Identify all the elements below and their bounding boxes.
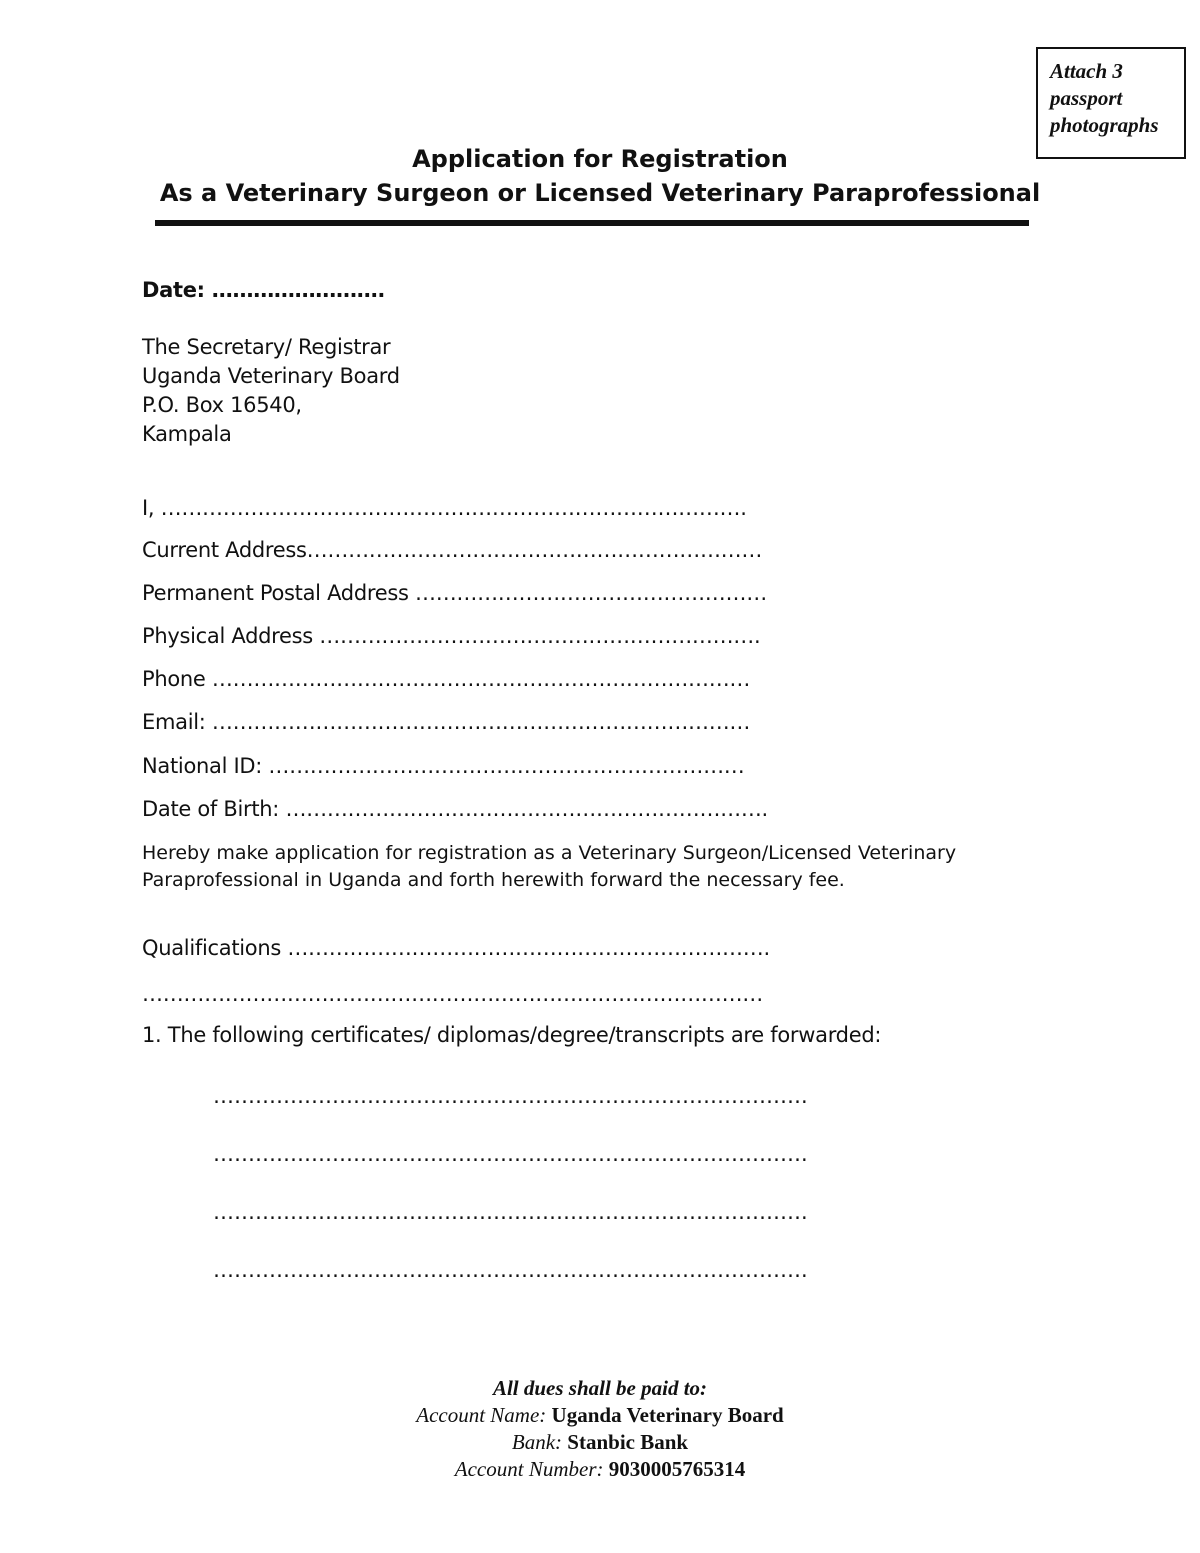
account-name-label: Account Name:: [416, 1403, 547, 1427]
date-field[interactable]: Date: …………………….: [142, 278, 386, 302]
permanent-address-field[interactable]: Permanent Postal Address ……………………………………………: [142, 581, 767, 605]
qualifications-field-continued[interactable]: ………………………………………………………………………………: [142, 982, 764, 1006]
national-id-field[interactable]: National ID: ……………………………………………………………: [142, 754, 745, 778]
title-divider: [155, 220, 1029, 226]
recipient-line: P.O. Box 16540,: [142, 393, 302, 417]
account-name-line: [0, 1403, 1200, 1428]
bank-line: [0, 1430, 1200, 1455]
certificates-heading: 1. The following certificates/ diplomas/degree/transcripts are forwarded:: [142, 1023, 882, 1047]
bank-value: Stanbic Bank: [567, 1430, 689, 1454]
passport-photo-box: [1036, 47, 1186, 159]
recipient-line: Kampala: [142, 422, 232, 446]
payment-heading: All dues shall be paid to:: [492, 1376, 708, 1400]
recipient-line: The Secretary/ Registrar: [142, 335, 391, 359]
photo-note-line: Attach 3: [1050, 59, 1123, 83]
phone-field[interactable]: Phone ……………………………………………………………………: [142, 667, 751, 691]
current-address-field[interactable]: Current Address…………………………………………………………: [142, 538, 763, 562]
account-number-value: 9030005765314: [608, 1457, 746, 1481]
name-field[interactable]: I, ………………………………………………………………………….: [142, 496, 747, 520]
declaration-text: Hereby make application for registration as a Veterinary Surgeon/Licensed Veterinary Paraprofessional in Uganda and forth herewith forward the necessary fee.: [142, 842, 957, 891]
photo-note-line: photographs: [1050, 113, 1159, 137]
account-number-line: [0, 1457, 1200, 1482]
account-name-value: Uganda Veterinary Board: [551, 1403, 784, 1427]
recipient-line: Uganda Veterinary Board: [142, 364, 400, 388]
photo-note-line: passport: [1050, 86, 1123, 110]
certificate-entry[interactable]: ………………………………………………………………………….: [213, 1142, 808, 1166]
date-of-birth-field[interactable]: Date of Birth: …………………………………………………………….: [142, 797, 768, 821]
account-number-label: Account Number:: [454, 1457, 604, 1481]
form-title: Application for Registration: [412, 145, 788, 173]
email-field[interactable]: Email: ……………………………………………………………………: [142, 710, 751, 734]
form-subtitle: As a Veterinary Surgeon or Licensed Veterinary Paraprofessional: [159, 179, 1041, 207]
physical-address-field[interactable]: Physical Address ……………………………………………………….: [142, 624, 761, 648]
certificate-entry[interactable]: ………………………………………………………………………….: [213, 1200, 808, 1224]
bank-label: Bank:: [511, 1430, 563, 1454]
qualifications-field[interactable]: Qualifications …………………………………………………………….: [142, 936, 770, 960]
certificate-entry[interactable]: ………………………………………………………………………….: [213, 1084, 808, 1108]
certificate-entry[interactable]: ………………………………………………………………………….: [213, 1258, 808, 1282]
